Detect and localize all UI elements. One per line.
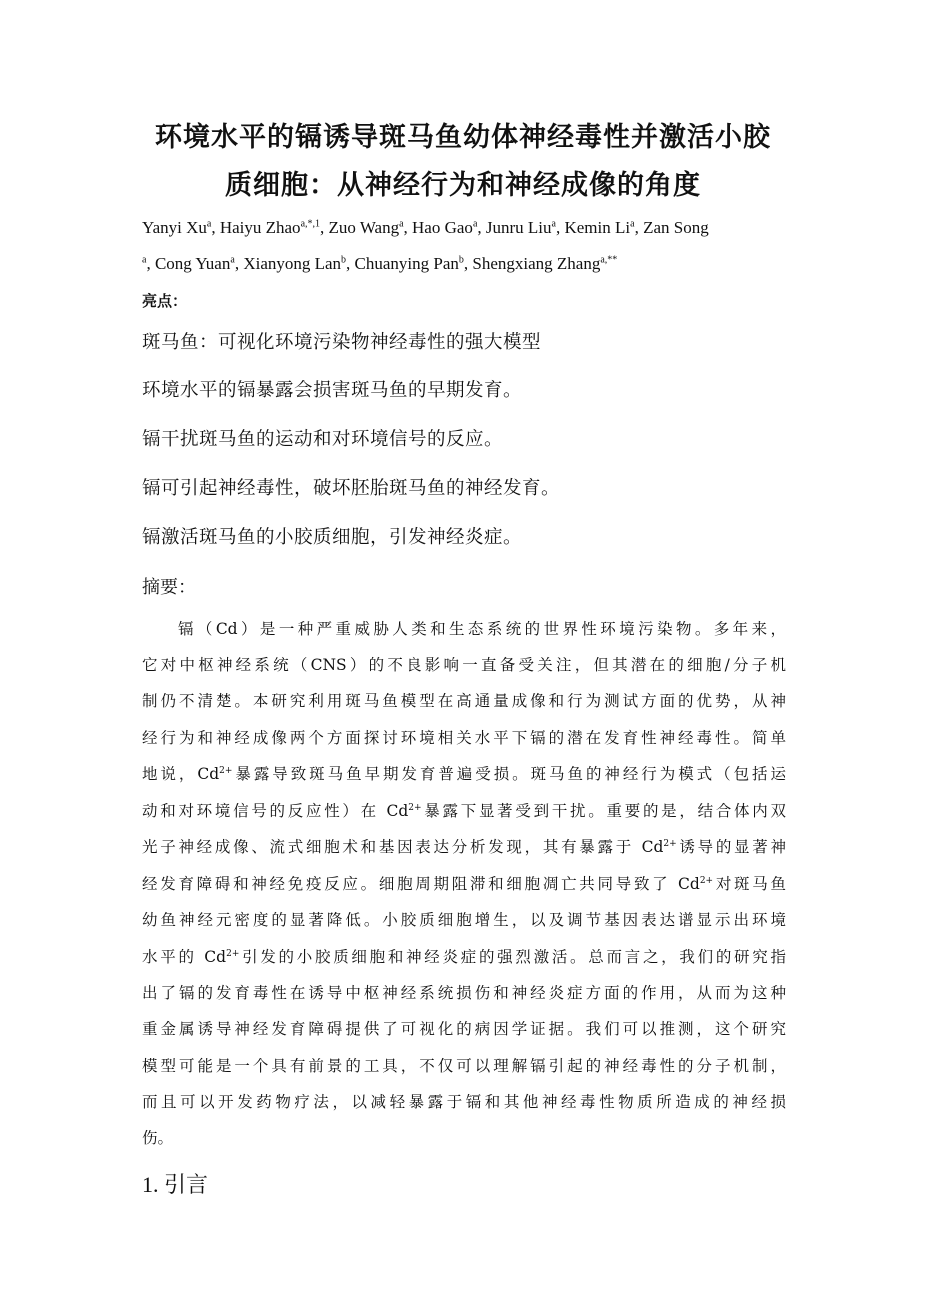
abstract-line [178,618,786,640]
author-affiliation-mark: a,*,1 [300,218,321,230]
section-heading-introduction: 1. 引言 [142,1172,209,1197]
abstract-text: 引发的小胶质细胞和神经炎症的强烈激活。总而言之，我们的研究指 [239,948,786,966]
abstract-line [142,1091,786,1113]
superscript: 2+ [408,802,422,813]
author-affiliation-mark: a [399,218,404,230]
abstract-text: 水平的 Cd [142,948,227,966]
author-affiliation-mark: a [142,254,147,266]
abstract-text: 模型可能是一个具有前景的工具，不仅可以理解镉引起的神经毒性的分子机制， [142,1057,786,1075]
abstract-line [142,763,786,785]
highlight-item: 斑马鱼：可视化环境污染物神经毒性的强大模型 [142,332,542,353]
author-affiliation-mark: a [630,218,635,230]
abstract-text: 制仍不清楚。本研究利用斑马鱼模型在高通量成像和行为测试方面的优势，从神 [142,692,786,710]
abstract-text: 而且可以开发药物疗法，以减轻暴露于镉和其他神经毒性物质所造成的神经损 [142,1093,786,1111]
author-name: Haiyu Zhao [219,218,301,237]
author-name: Kemin Li [564,218,631,237]
author-name: Xianyong Lan [243,254,342,273]
author-affiliation-mark: a [230,254,235,266]
highlight-item: 镉激活斑马鱼的小胶质细胞，引发神经炎症。 [142,527,523,548]
highlights-heading: 亮点： [142,292,188,310]
author-name: Cong Yuan [154,254,231,273]
abstract-text: 幼鱼神经元密度的显著降低。小胶质细胞增生，以及调节基因表达谱显示出环境 [142,911,786,929]
superscript: 2+ [663,838,677,849]
abstract-text: 光子神经成像、流式细胞术和基因表达分析发现，其有暴露于 Cd [142,838,664,856]
abstract-line [142,690,786,712]
author-list-line-2: $^a$, Cong Yuan$^a$, Xianyong Lan$^b$, Chuanying Pan$^b$, Shengxiang Zhang$^{a,**}$ [142,254,618,273]
abstract-text: 暴露导致斑马鱼早期发育普遍受损。斑马鱼的神经行为模式（包括运 [232,765,786,783]
abstract-line [142,1018,786,1040]
abstract-text: 出了镉的发育毒性在诱导中枢神经系统损伤和神经炎症方面的作用，从而为这种 [142,984,786,1002]
author-affiliation-mark: a [206,218,212,230]
abstract-text: 经行为和神经成像两个方面探讨环境相关水平下镉的潜在发育性神经毒性。简单 [142,729,786,747]
abstract-text: 镉（Cd）是一种严重威胁人类和生态系统的世界性环境污染物。多年来， [178,620,786,638]
superscript: 2+ [699,875,714,886]
abstract-text: 诱导的显著神 [676,838,786,856]
author-name: Junru Liu [485,218,552,237]
abstract-line [142,1055,786,1077]
author-name: Zan Song [643,218,709,237]
abstract-text: 伤。 [142,1129,174,1147]
superscript: 2+ [219,765,233,776]
abstract-heading: 摘要： [142,577,196,598]
abstract-line [142,836,786,858]
abstract-text: 动和对环境信号的反应性）在 Cd [142,802,409,820]
author-affiliation-mark: a [472,218,478,230]
abstract-line [142,873,786,895]
abstract-line [142,800,786,822]
abstract-line [142,1127,786,1149]
abstract-text: 对斑马鱼 [713,875,786,893]
author-list-line-1: Yanyi Xu$^a$, Haiyu Zhao$^{a,*,1}$, Zuo Wang$^a$, Hao Gao$^a$, Junru Liu$^a$, Kemin Li$^a$, Zan Song [142,218,709,237]
paper-title-line-1: 环境水平的镉诱导斑马鱼幼体神经毒性并激活小胶 [155,122,771,153]
paper-title-line-2: 质细胞：从神经行为和神经成像的角度 [225,170,701,201]
author-name: Zuo Wang [328,218,400,237]
author-affiliation-mark: a [551,218,556,230]
highlight-item: 镉可引起神经毒性，破坏胚胎斑马鱼的神经发育。 [142,478,561,499]
abstract-text: 它对中枢神经系统（CNS）的不良影响一直备受关注，但其潜在的细胞/分子机 [142,656,786,674]
author-affiliation-mark: a,** [600,254,618,266]
abstract-text: 经发育障碍和神经免疫反应。细胞周期阻滞和细胞凋亡共同导致了 Cd [142,875,700,893]
abstract-line [142,727,786,749]
abstract-text: 重金属诱导神经发育障碍提供了可视化的病因学证据。我们可以推测，这个研究 [142,1020,786,1038]
author-affiliation-mark: b [458,254,464,266]
highlight-item: 环境水平的镉暴露会损害斑马鱼的早期发育。 [142,380,523,401]
abstract-text: 地说，Cd [142,765,220,783]
abstract-line [142,982,786,1004]
highlight-item: 镉干扰斑马鱼的运动和对环境信号的反应。 [142,429,504,450]
abstract-text: 暴露下显著受到干扰。重要的是，结合体内双 [421,802,786,820]
abstract-line [142,654,786,676]
author-affiliation-mark: b [341,254,347,266]
author-name: Chuanying Pan [354,254,459,273]
superscript: 2+ [226,948,240,959]
author-name: Yanyi Xu [142,218,207,237]
abstract-line [142,909,786,931]
abstract-line [142,946,786,968]
author-name: Hao Gao [412,218,473,237]
author-name: Shengxiang Zhang [472,254,601,273]
